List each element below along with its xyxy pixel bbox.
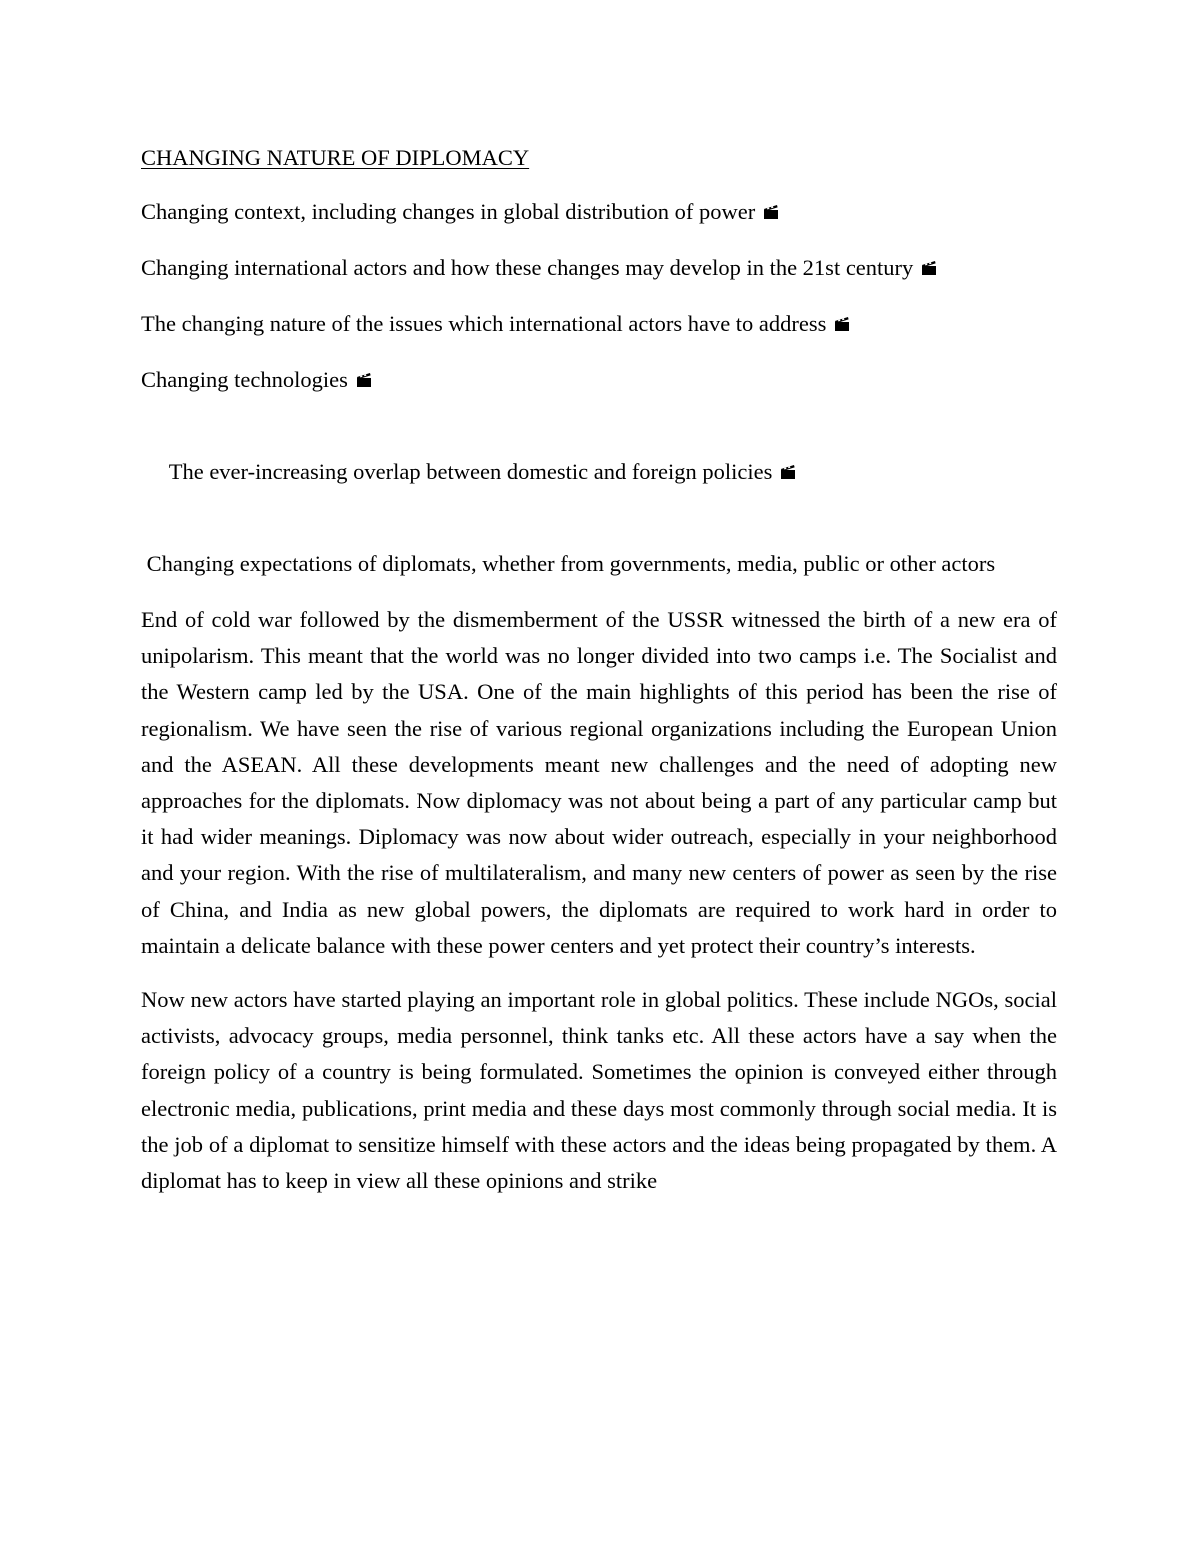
- body-paragraph: Now new actors have started playing an important role in global politics. These include NGOs, social activists, advocacy groups, media personnel, think tanks etc. All these actors have a say when the foreign policy of a country is being formulated. Sometimes the opinion is conveyed either through electronic media, publications, print media and these days most commonly through social media. It is the job of a diplomat to sensitize himself with these actors and the ideas being propagated by them. A diplomat has to keep in view all these opinions and strike: [141, 987, 1057, 1194]
- clapperboard-icon: [763, 204, 779, 220]
- bullet-text: Changing international actors and how these changes may develop in the 21st century: [141, 255, 914, 280]
- bullet-line: [141, 306, 1057, 342]
- bullet-text: The changing nature of the issues which international actors have to address: [141, 311, 827, 336]
- bullet-line: [141, 418, 1057, 526]
- bullet-line: [141, 194, 1057, 230]
- clapperboard-icon: [780, 464, 796, 480]
- clapperboard-icon: [356, 372, 372, 388]
- clapperboard-icon: [834, 316, 850, 332]
- bullet-text: Changing technologies: [141, 367, 348, 392]
- bullet-text: Changing expectations of diplomats, whether from governments, media, public or other actors: [141, 551, 996, 576]
- bullet-line: [141, 250, 1057, 286]
- body-paragraph: End of cold war followed by the dismemberment of the USSR witnessed the birth of a new era of unipolarism. This meant that the world was no longer divided into two camps i.e. The Socialist and the Western camp led by the USA. One of the main highlights of this period has been the rise of regionalism. We have seen the rise of various regional organizations including the European Union and the ASEAN. All these developments meant new challenges and the need of adopting new approaches for the diplomats. Now diplomacy was not about being a part of any particular camp but it had wider meanings. Diplomacy was now about wider outreach, especially in your neighborhood and your region. With the rise of multilateralism, and many new centers of power as seen by the rise of China, and India as new global powers, the diplomats are required to work hard in order to maintain a delicate balance with these power centers and yet protect their country’s interests.: [141, 607, 1057, 958]
- clapperboard-icon: [921, 260, 937, 276]
- bullet-text: The ever-increasing overlap between domestic and foreign policies: [163, 459, 773, 484]
- document-page: [141, 140, 1057, 1217]
- document-title: CHANGING NATURE OF DIPLOMACY: [141, 145, 530, 170]
- bullet-line: [141, 546, 1057, 582]
- bullet-text: Changing context, including changes in global distribution of power: [141, 199, 756, 224]
- bullet-line: [141, 362, 1057, 398]
